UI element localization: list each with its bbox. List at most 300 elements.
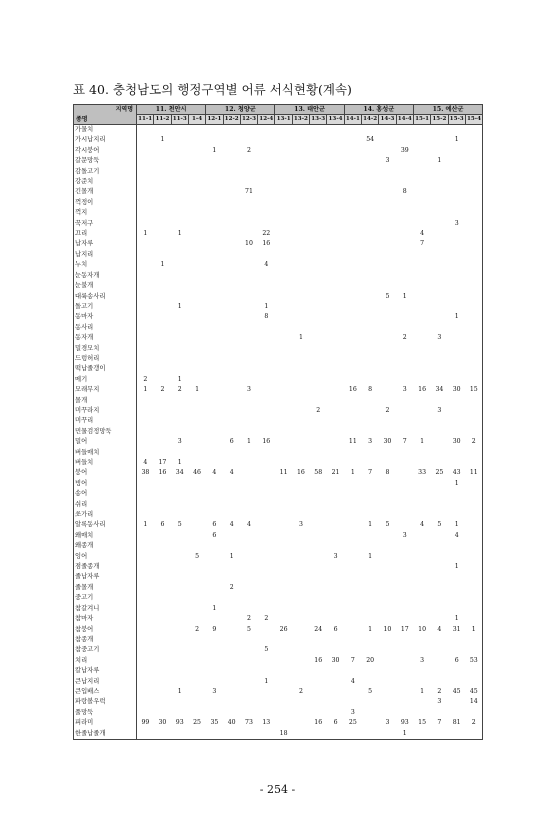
count-cell xyxy=(465,187,482,197)
count-cell xyxy=(240,364,257,374)
count-cell xyxy=(362,666,379,676)
count-cell xyxy=(310,167,327,177)
count-cell xyxy=(431,614,448,624)
count-cell xyxy=(379,572,396,582)
table-row xyxy=(74,635,483,645)
count-cell xyxy=(171,354,188,364)
count-cell: 81 xyxy=(452,719,461,727)
count-cell xyxy=(223,562,240,572)
count-cell xyxy=(275,458,292,468)
count-cell xyxy=(344,635,361,645)
count-cell xyxy=(258,427,275,437)
count-cell xyxy=(362,271,379,281)
count-cell xyxy=(154,177,171,187)
count-cell xyxy=(327,385,344,395)
count-cell xyxy=(327,448,344,458)
count-cell xyxy=(171,500,188,510)
count-cell xyxy=(431,500,448,510)
count-cell xyxy=(137,479,154,489)
count-cell xyxy=(206,292,223,302)
count-cell xyxy=(396,500,413,510)
count-cell xyxy=(223,281,240,291)
count-cell xyxy=(344,281,361,291)
count-cell xyxy=(413,479,430,489)
count-cell xyxy=(292,666,309,676)
count-cell xyxy=(171,146,188,156)
count-cell xyxy=(465,489,482,499)
count-cell xyxy=(171,239,188,249)
count-cell xyxy=(310,239,327,249)
count-cell xyxy=(310,354,327,364)
count-cell xyxy=(465,614,482,624)
count-cell xyxy=(465,479,482,489)
count-cell xyxy=(188,260,205,270)
count-cell xyxy=(327,593,344,603)
count-cell xyxy=(171,697,188,707)
count-cell xyxy=(379,666,396,676)
count-cell: 2 xyxy=(385,406,390,414)
count-cell xyxy=(206,250,223,260)
count-cell xyxy=(275,406,292,416)
count-cell xyxy=(171,406,188,416)
count-cell xyxy=(154,219,171,229)
count-cell xyxy=(137,406,154,416)
count-cell xyxy=(379,344,396,354)
count-cell xyxy=(327,406,344,416)
count-cell xyxy=(206,677,223,687)
count-cell xyxy=(258,552,275,562)
count-cell: 99 xyxy=(141,719,150,727)
count-cell: 1 xyxy=(247,438,251,446)
count-cell xyxy=(137,125,154,136)
count-cell xyxy=(206,198,223,208)
count-cell xyxy=(413,406,430,416)
count-cell xyxy=(292,718,309,728)
count-cell xyxy=(275,219,292,229)
count-cell xyxy=(465,281,482,291)
count-cell xyxy=(223,344,240,354)
count-cell: 4 xyxy=(264,261,269,269)
region-group-header: 13. 태안군 xyxy=(275,105,344,115)
count-cell xyxy=(379,510,396,520)
count-cell xyxy=(310,250,327,260)
count-cell xyxy=(258,708,275,718)
count-cell xyxy=(327,187,344,197)
count-cell: 4 xyxy=(437,625,442,633)
count-cell xyxy=(188,323,205,333)
count-cell xyxy=(379,583,396,593)
table-row xyxy=(74,396,483,406)
count-cell xyxy=(154,198,171,208)
table-row xyxy=(74,677,483,687)
count-cell xyxy=(240,531,257,541)
count-cell: 3 xyxy=(385,719,390,727)
count-cell xyxy=(206,645,223,655)
count-cell xyxy=(258,489,275,499)
count-cell: 11 xyxy=(465,468,482,478)
count-cell: 38 xyxy=(141,469,150,477)
count-cell xyxy=(154,541,171,551)
count-cell xyxy=(465,156,482,166)
count-cell xyxy=(362,323,379,333)
site-header: 15-3 xyxy=(448,115,465,125)
count-cell xyxy=(188,396,205,406)
count-cell xyxy=(188,292,205,302)
table-row xyxy=(74,562,483,572)
count-cell xyxy=(206,666,223,676)
count-cell: 18 xyxy=(275,729,292,740)
count-cell xyxy=(344,729,361,740)
count-cell xyxy=(137,687,154,697)
count-cell xyxy=(327,697,344,707)
count-cell xyxy=(310,666,327,676)
count-cell xyxy=(413,292,430,302)
count-cell xyxy=(327,572,344,582)
count-cell xyxy=(275,271,292,281)
count-cell xyxy=(448,187,465,197)
count-cell: 1 xyxy=(454,563,459,571)
count-cell xyxy=(344,323,361,333)
count-cell xyxy=(396,302,413,312)
count-cell xyxy=(154,229,171,239)
count-cell xyxy=(223,125,240,136)
count-cell xyxy=(171,562,188,572)
count-cell xyxy=(431,448,448,458)
count-cell xyxy=(240,219,257,229)
count-cell xyxy=(344,208,361,218)
count-cell xyxy=(188,520,205,530)
count-cell: 1 xyxy=(264,677,269,685)
count-cell xyxy=(379,333,396,343)
count-cell: 15 xyxy=(465,385,482,395)
count-cell xyxy=(258,167,275,177)
count-cell xyxy=(310,260,327,270)
count-cell: 16 xyxy=(348,386,357,394)
count-cell xyxy=(275,354,292,364)
count-cell: 34 xyxy=(175,469,184,477)
count-cell: 10 xyxy=(245,240,253,248)
count-cell xyxy=(448,198,465,208)
count-cell xyxy=(292,572,309,582)
count-cell xyxy=(171,396,188,406)
count-cell xyxy=(362,541,379,551)
table-row xyxy=(74,593,483,603)
count-cell xyxy=(396,552,413,562)
count-cell xyxy=(327,614,344,624)
count-cell xyxy=(327,364,344,374)
count-cell xyxy=(258,375,275,385)
count-cell xyxy=(362,479,379,489)
count-cell xyxy=(413,666,430,676)
count-cell: 3 xyxy=(437,406,442,414)
count-cell xyxy=(240,156,257,166)
count-cell: 93 xyxy=(400,719,409,727)
count-cell xyxy=(240,708,257,718)
count-cell xyxy=(431,552,448,562)
count-cell xyxy=(327,292,344,302)
count-cell xyxy=(240,312,257,322)
count-cell xyxy=(327,687,344,697)
count-cell xyxy=(344,187,361,197)
count-cell xyxy=(362,177,379,187)
count-cell xyxy=(292,135,309,145)
count-cell xyxy=(240,427,257,437)
count-cell xyxy=(448,645,465,655)
count-cell xyxy=(275,708,292,718)
count-cell xyxy=(188,167,205,177)
count-cell xyxy=(362,239,379,249)
count-cell xyxy=(344,146,361,156)
count-cell: 6 xyxy=(333,719,338,727)
count-cell xyxy=(310,333,327,343)
count-cell xyxy=(413,541,430,551)
count-cell xyxy=(223,333,240,343)
count-cell xyxy=(431,177,448,187)
count-cell xyxy=(258,697,275,707)
count-cell: 8 xyxy=(368,386,373,394)
count-cell xyxy=(310,396,327,406)
count-cell xyxy=(137,396,154,406)
species-name: 미꾸라지 xyxy=(74,406,137,416)
count-cell xyxy=(292,396,309,406)
count-cell xyxy=(344,458,361,468)
count-cell xyxy=(223,177,240,187)
count-cell xyxy=(310,604,327,614)
count-cell xyxy=(327,562,344,572)
count-cell xyxy=(379,281,396,291)
count-cell xyxy=(310,302,327,312)
count-cell xyxy=(240,500,257,510)
count-cell xyxy=(188,146,205,156)
count-cell xyxy=(258,562,275,572)
count-cell xyxy=(292,656,309,666)
species-name: 갈문망둑 xyxy=(74,156,137,166)
count-cell xyxy=(223,541,240,551)
count-cell: 93 xyxy=(175,719,184,727)
count-cell xyxy=(171,448,188,458)
species-name: 긴몰개 xyxy=(74,187,137,197)
count-cell xyxy=(362,614,379,624)
count-cell: 6 xyxy=(454,656,459,664)
count-cell xyxy=(240,198,257,208)
count-cell xyxy=(223,427,240,437)
count-cell xyxy=(240,344,257,354)
count-cell xyxy=(171,219,188,229)
count-cell: 1 xyxy=(368,552,373,560)
count-cell xyxy=(223,593,240,603)
count-cell xyxy=(465,229,482,239)
count-cell xyxy=(362,406,379,416)
count-cell xyxy=(310,677,327,687)
count-cell xyxy=(379,500,396,510)
count-cell xyxy=(413,562,430,572)
count-cell xyxy=(275,520,292,530)
site-header: 11-2 xyxy=(154,115,171,125)
count-cell xyxy=(465,177,482,187)
count-cell xyxy=(206,135,223,145)
count-cell xyxy=(292,167,309,177)
count-cell xyxy=(171,572,188,582)
count-cell xyxy=(258,198,275,208)
count-cell xyxy=(310,281,327,291)
count-cell xyxy=(431,458,448,468)
count-cell xyxy=(240,572,257,582)
count-cell xyxy=(240,635,257,645)
count-cell: 2 xyxy=(316,406,321,414)
count-cell xyxy=(188,500,205,510)
count-cell xyxy=(206,312,223,322)
count-cell xyxy=(448,239,465,249)
count-cell xyxy=(431,208,448,218)
count-cell xyxy=(379,229,396,239)
count-cell xyxy=(171,208,188,218)
count-cell xyxy=(275,292,292,302)
count-cell xyxy=(362,645,379,655)
count-cell xyxy=(362,312,379,322)
count-cell xyxy=(292,677,309,687)
species-name: 버들치 xyxy=(74,458,137,468)
species-name: 밀경모치 xyxy=(74,344,137,354)
count-cell xyxy=(137,708,154,718)
count-cell: 1 xyxy=(298,334,303,342)
site-header: 13-1 xyxy=(275,115,292,125)
count-cell xyxy=(275,552,292,562)
count-cell xyxy=(396,271,413,281)
count-cell xyxy=(396,344,413,354)
table-row xyxy=(74,281,483,291)
count-cell: 16 xyxy=(314,719,323,727)
region-group-header: 12. 청양군 xyxy=(206,105,275,115)
count-cell xyxy=(431,167,448,177)
count-cell xyxy=(275,187,292,197)
count-cell xyxy=(310,229,327,239)
count-cell: 7 xyxy=(420,240,425,248)
count-cell xyxy=(275,604,292,614)
species-name: 눈동자개 xyxy=(74,271,137,281)
count-cell xyxy=(137,333,154,343)
count-cell xyxy=(188,645,205,655)
count-cell xyxy=(240,604,257,614)
count-cell xyxy=(310,708,327,718)
count-cell xyxy=(206,354,223,364)
count-cell xyxy=(448,583,465,593)
count-cell xyxy=(465,708,482,718)
count-cell xyxy=(413,572,430,582)
count-cell: 2 xyxy=(195,625,200,633)
count-cell xyxy=(275,229,292,239)
count-cell xyxy=(396,697,413,707)
count-cell xyxy=(396,125,413,136)
count-cell xyxy=(275,572,292,582)
count-cell: 2 xyxy=(247,615,251,623)
count-cell xyxy=(396,656,413,666)
species-name: 참갈겨니 xyxy=(74,604,137,614)
table-row xyxy=(74,604,483,614)
count-cell xyxy=(223,531,240,541)
count-cell xyxy=(206,541,223,551)
count-cell xyxy=(171,489,188,499)
table-row xyxy=(74,448,483,458)
count-cell xyxy=(413,635,430,645)
count-cell xyxy=(292,416,309,426)
region-group-header: 14. 홍성군 xyxy=(344,105,413,115)
count-cell xyxy=(188,604,205,614)
count-cell xyxy=(310,385,327,395)
count-cell xyxy=(206,208,223,218)
count-cell xyxy=(258,656,275,666)
count-cell xyxy=(396,208,413,218)
count-cell xyxy=(465,219,482,229)
species-name: 버들매치 xyxy=(74,448,137,458)
count-cell xyxy=(396,156,413,166)
site-header: 15-4 xyxy=(465,115,482,125)
count-cell xyxy=(154,604,171,614)
count-cell xyxy=(310,416,327,426)
count-cell: 1 xyxy=(420,687,425,695)
count-cell xyxy=(275,635,292,645)
count-cell xyxy=(223,375,240,385)
count-cell xyxy=(379,656,396,666)
count-cell xyxy=(171,604,188,614)
species-name: 붕어 xyxy=(74,468,137,478)
count-cell xyxy=(275,656,292,666)
count-cell xyxy=(223,729,240,740)
count-cell xyxy=(310,427,327,437)
count-cell xyxy=(310,593,327,603)
count-cell xyxy=(275,167,292,177)
count-cell xyxy=(344,135,361,145)
count-cell xyxy=(448,572,465,582)
count-cell xyxy=(292,531,309,541)
count-cell xyxy=(448,593,465,603)
table-row xyxy=(74,229,483,239)
species-name: 큰납지리 xyxy=(74,677,137,687)
count-cell xyxy=(258,208,275,218)
count-cell xyxy=(327,344,344,354)
count-cell: 3 xyxy=(437,698,442,706)
count-cell xyxy=(448,208,465,218)
count-cell xyxy=(310,541,327,551)
count-cell xyxy=(396,687,413,697)
table-row xyxy=(74,260,483,270)
table-row xyxy=(74,656,483,666)
count-cell xyxy=(137,416,154,426)
count-cell xyxy=(431,489,448,499)
count-cell xyxy=(292,562,309,572)
count-cell xyxy=(362,292,379,302)
count-cell xyxy=(188,364,205,374)
species-name: 동마자 xyxy=(74,312,137,322)
table-row xyxy=(74,271,483,281)
site-header: 13-4 xyxy=(327,115,344,125)
table-row xyxy=(74,500,483,510)
count-cell xyxy=(206,125,223,136)
count-cell xyxy=(327,375,344,385)
site-header: 15-1 xyxy=(413,115,430,125)
count-cell xyxy=(154,354,171,364)
count-cell xyxy=(448,281,465,291)
count-cell xyxy=(465,396,482,406)
count-cell xyxy=(413,167,430,177)
species-name: 돌고기 xyxy=(74,302,137,312)
count-cell: 17 xyxy=(158,459,167,466)
count-cell xyxy=(396,708,413,718)
count-cell: 2 xyxy=(402,334,407,342)
count-cell xyxy=(137,219,154,229)
count-cell: 1 xyxy=(177,459,182,466)
count-cell xyxy=(465,604,482,614)
count-cell: 30 xyxy=(331,656,340,664)
